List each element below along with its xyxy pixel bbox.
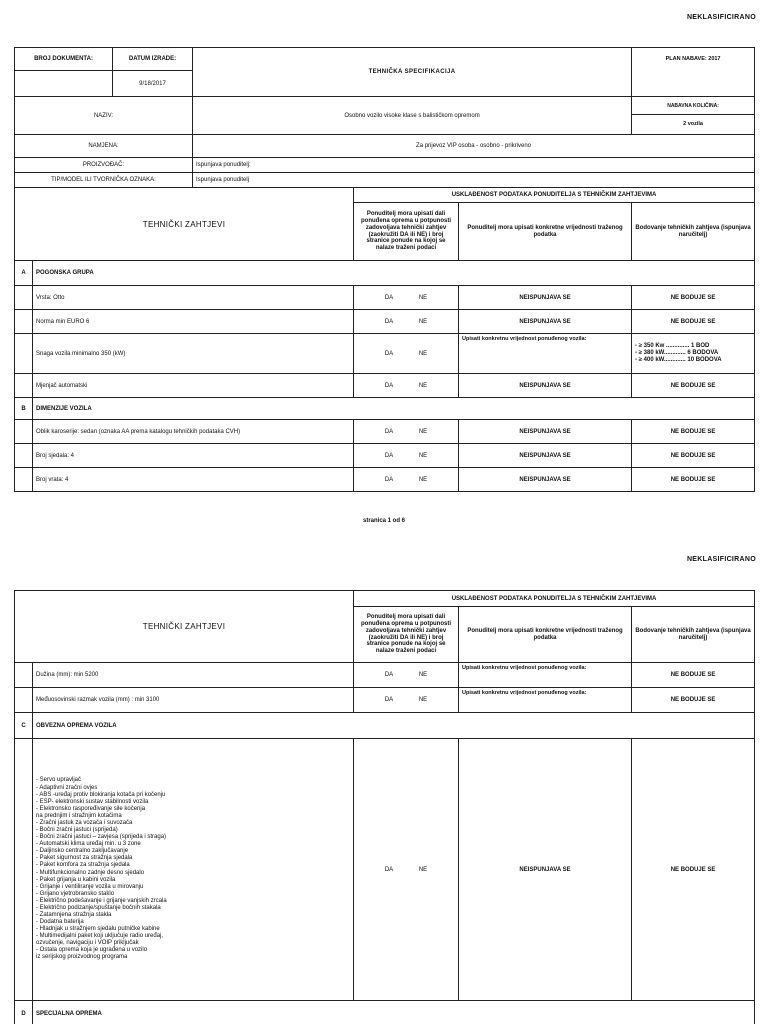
score-cell: NE BODUJE SE [632, 468, 755, 492]
quantity-label: NABAVNA KOLIČINA: [632, 97, 754, 115]
score-line: - ≥ 350 Kw .............. 1 BOD [635, 342, 710, 349]
naziv-label: NAZIV: [15, 97, 193, 135]
document-title: TEHNIČKA SPECIFIKACIJA [193, 48, 632, 97]
requirement-text: Oblik karoserije: sedan (oznaka AA prema katalogu tehničkih podataka CVH) [33, 420, 354, 444]
namjena-value: Za prijevoz VIP osoba - osobno - prikriveno [193, 135, 755, 158]
table-row [15, 420, 755, 444]
classification-label-page2: NEKLASIFICIRANO [686, 556, 756, 563]
values-cell: NEISPUNJAVA SE [459, 444, 632, 468]
yes-option[interactable]: DA [384, 350, 394, 357]
table-row [15, 310, 755, 334]
yes-no-cell [354, 334, 459, 374]
naziv-value: Osobno vozilo visoke klase s balističkom opremom [193, 97, 632, 135]
table-row [15, 334, 755, 374]
compliance-col-scoring-header: Bodovanje tehničkih zahtjeva (ispunjava naručitelj) [632, 607, 755, 663]
score-cell: NE BODUJE SE [632, 286, 755, 310]
quantity-value: 2 vozila [683, 121, 703, 127]
section-d-letter: D [15, 1001, 33, 1024]
values-cell: NEISPUNJAVA SE [459, 286, 632, 310]
date-label: DATUM IZRADE: [113, 48, 193, 71]
doc-number-value [15, 71, 113, 97]
no-option[interactable]: NE [418, 382, 428, 389]
yes-option[interactable]: DA [384, 318, 394, 325]
specification-table-page2 [14, 590, 755, 1024]
table-row [15, 444, 755, 468]
score-line: - ≥ 380 kW............. 6 BODOVA [635, 349, 719, 356]
proizvodac-value: Ispunjava ponuditelj: [193, 158, 755, 173]
requirement-text: Dužina (mm): min 5200 [33, 663, 354, 688]
score-line: - ≥ 400 kW............. 10 BODOVA [635, 357, 722, 364]
namjena-label: NAMJENA: [15, 135, 193, 158]
no-option[interactable]: NE [418, 452, 428, 459]
yes-no-cell [354, 739, 459, 1001]
yes-no-cell [354, 688, 459, 713]
score-cell: NE BODUJE SE [632, 310, 755, 334]
requirement-text: Mjenjač automatski [33, 374, 354, 398]
table-row [15, 663, 755, 688]
score-cell: NE BODUJE SE [632, 420, 755, 444]
date-value: 9/18/2017 [113, 71, 193, 97]
requirement-text: Međuosovinski razmak vozila (mm) : min 3100 [33, 688, 354, 713]
table-row [15, 688, 755, 713]
compliance-header: USKLAĐENOST PODATAKA PONUDITELJA S TEHNIČKIM ZAHTJEVIMA [354, 188, 755, 203]
page-number: stranica 1 od 6 [362, 518, 406, 524]
requirement-text: Broj vrata: 4 [33, 468, 354, 492]
requirement-text: Vrsta: Otto [33, 286, 354, 310]
yes-option[interactable]: DA [384, 294, 394, 301]
table-row [15, 739, 755, 1001]
section-a-title: POGONSKA GRUPA [33, 261, 755, 286]
values-cell: NEISPUNJAVA SE [459, 374, 632, 398]
compliance-header: USKLAĐENOST PODATAKA PONUDITELJA S TEHNIČKIM ZAHTJEVIMA [354, 591, 755, 607]
yes-option[interactable]: DA [384, 452, 394, 459]
score-cell: NE BODUJE SE [632, 739, 755, 1001]
values-cell: NEISPUNJAVA SE [459, 468, 632, 492]
section-c-title: OBVEZNA OPREMA VOZILA [33, 713, 755, 739]
no-option[interactable]: NE [418, 476, 428, 483]
values-cell: NEISPUNJAVA SE [459, 310, 632, 334]
yes-option[interactable]: DA [384, 866, 394, 873]
classification-label-top: NEKLASIFICIRANO [686, 14, 756, 21]
section-a-letter: A [15, 261, 33, 286]
values-cell: NEISPUNJAVA SE [459, 739, 632, 1001]
yes-option[interactable]: DA [384, 672, 394, 678]
doc-number-label: BROJ DOKUMENTA: [15, 48, 113, 71]
yes-option[interactable]: DA [384, 428, 394, 435]
score-cell: NE BODUJE SE [632, 374, 755, 398]
values-cell: NEISPUNJAVA SE [459, 420, 632, 444]
yes-no-cell [354, 286, 459, 310]
requirement-text: Norma min EURO 6 [33, 310, 354, 334]
yes-option[interactable]: DA [384, 476, 394, 483]
yes-no-cell [354, 444, 459, 468]
score-cell: NE BODUJE SE [632, 663, 755, 688]
no-option[interactable]: NE [418, 350, 428, 357]
yes-no-cell [354, 663, 459, 688]
section-b-title: DIMENZIJE VOZILA [33, 398, 755, 420]
no-option[interactable]: NE [418, 866, 428, 873]
yes-no-cell [354, 310, 459, 334]
values-input-cell[interactable]: Upisati konkretnu vrijednost ponuđenog vozila: [459, 688, 632, 713]
mandatory-equipment-list: - Servo upravljač - Adaptivni zračni ovjes - ABS -uređaj protiv blokiranja kotača pri kočenju - ESP- elektronski sustav stabilnosti vozila - Elektronsko raspoređivanje sile kočenja na prednjim i stražnjim kotačima - Zračni jastuk za vozača i suvozača - Bočni zračni jastuci (sprijeda) - Bočni zračni jastuci – zavjesa (sprijeda i straga) - Automatski klima uređaj min. u 3 zone - Daljinsko centralno zaključavanje - Paket sigurnost za stražnja sjedala - Paket komfora za stražnja sjedala - Multifunkcionalno zadnje desno sjedalo - Paket grijanja u kabini vozila - Grijanje i ventiliranje vozila u mirovanju - Grijano vjetrobransko staklo - Električno podešavanje i grijanje vanjskih zrcala - Električno podizanje/spuštanje bočnih stakala - Zatamnjena stražnja stakla - Dodatna baterija - Hladnjak u stražnjem sjedalu putničke kabine - Multimedijalni paket koji uključuje radio uređaj, ozvučenje, navigaciju i VOIP priključak - Ostala oprema koja je ugrađena u vozilo iz serijskog proizvodnog programa [33, 739, 354, 1001]
yes-no-cell [354, 468, 459, 492]
procurement-plan-label: PLAN NABAVE: 2017 [632, 48, 755, 97]
score-cell [632, 334, 755, 374]
values-input-cell[interactable]: Upisati konkretnu vrijednost ponuđenog vozila: [459, 663, 632, 688]
yes-option[interactable]: DA [384, 382, 394, 389]
yes-option[interactable]: DA [384, 697, 394, 703]
compliance-col-values-header: Ponuditelj mora upisati konkretne vrijednosti traženog podatka [459, 607, 632, 663]
section-d-title: SPECIJALNA OPREMA [33, 1001, 755, 1024]
compliance-col-yes-no-header: Ponuditelj mora upisati dali ponuđena oprema u potpunosti zadovoljava tehnički zahtjev (zaokružiti DA ili NE) i broj stranice ponude na kojoj se nalaze traženi podaci [354, 607, 459, 663]
specification-table-page1 [14, 47, 755, 492]
table-row [15, 286, 755, 310]
requirement-text: Snaga vozila minimalno 350 (kW) [33, 334, 354, 374]
compliance-col-values-header: Ponuditelj mora upisati konkretne vrijednosti traženog podatka [459, 203, 632, 261]
section-b-letter: B [15, 398, 33, 420]
technical-requirements-header: TEHNIČKI ZAHTJEVI [15, 188, 354, 261]
tip-model-label: TIP/MODEL ILI TVORNIČKA OZNAKA: [15, 173, 193, 188]
requirement-text: Broj sjedala: 4 [33, 444, 354, 468]
score-cell: NE BODUJE SE [632, 444, 755, 468]
yes-no-cell [354, 420, 459, 444]
technical-requirements-header: TEHNIČKI ZAHTJEVI [15, 591, 354, 663]
no-option[interactable]: NE [418, 318, 428, 325]
section-c-letter: C [15, 713, 33, 739]
yes-no-cell [354, 374, 459, 398]
values-input-cell[interactable]: Upisati konkretnu vrijednost ponuđenog vozila: [459, 334, 632, 374]
compliance-col-yes-no-header: Ponuditelj mora upisati dali ponuđena oprema u potpunosti zadovoljava tehnički zahtjev (zaokružiti DA ili NE) i broj stranice ponude na kojoj se nalaze traženi podaci [354, 203, 459, 261]
score-cell: NE BODUJE SE [632, 688, 755, 713]
no-option[interactable]: NE [418, 294, 428, 301]
no-option[interactable]: NE [418, 672, 428, 678]
proizvodac-label: PROIZVOĐAČ: [15, 158, 193, 173]
table-row [15, 468, 755, 492]
no-option[interactable]: NE [418, 428, 428, 435]
compliance-col-scoring-header: Bodovanje tehničkih zahtjeva (ispunjava naručitelj) [632, 203, 755, 261]
tip-model-value: Ispunjava ponuditelj [193, 173, 755, 188]
table-row [15, 374, 755, 398]
no-option[interactable]: NE [418, 697, 428, 703]
